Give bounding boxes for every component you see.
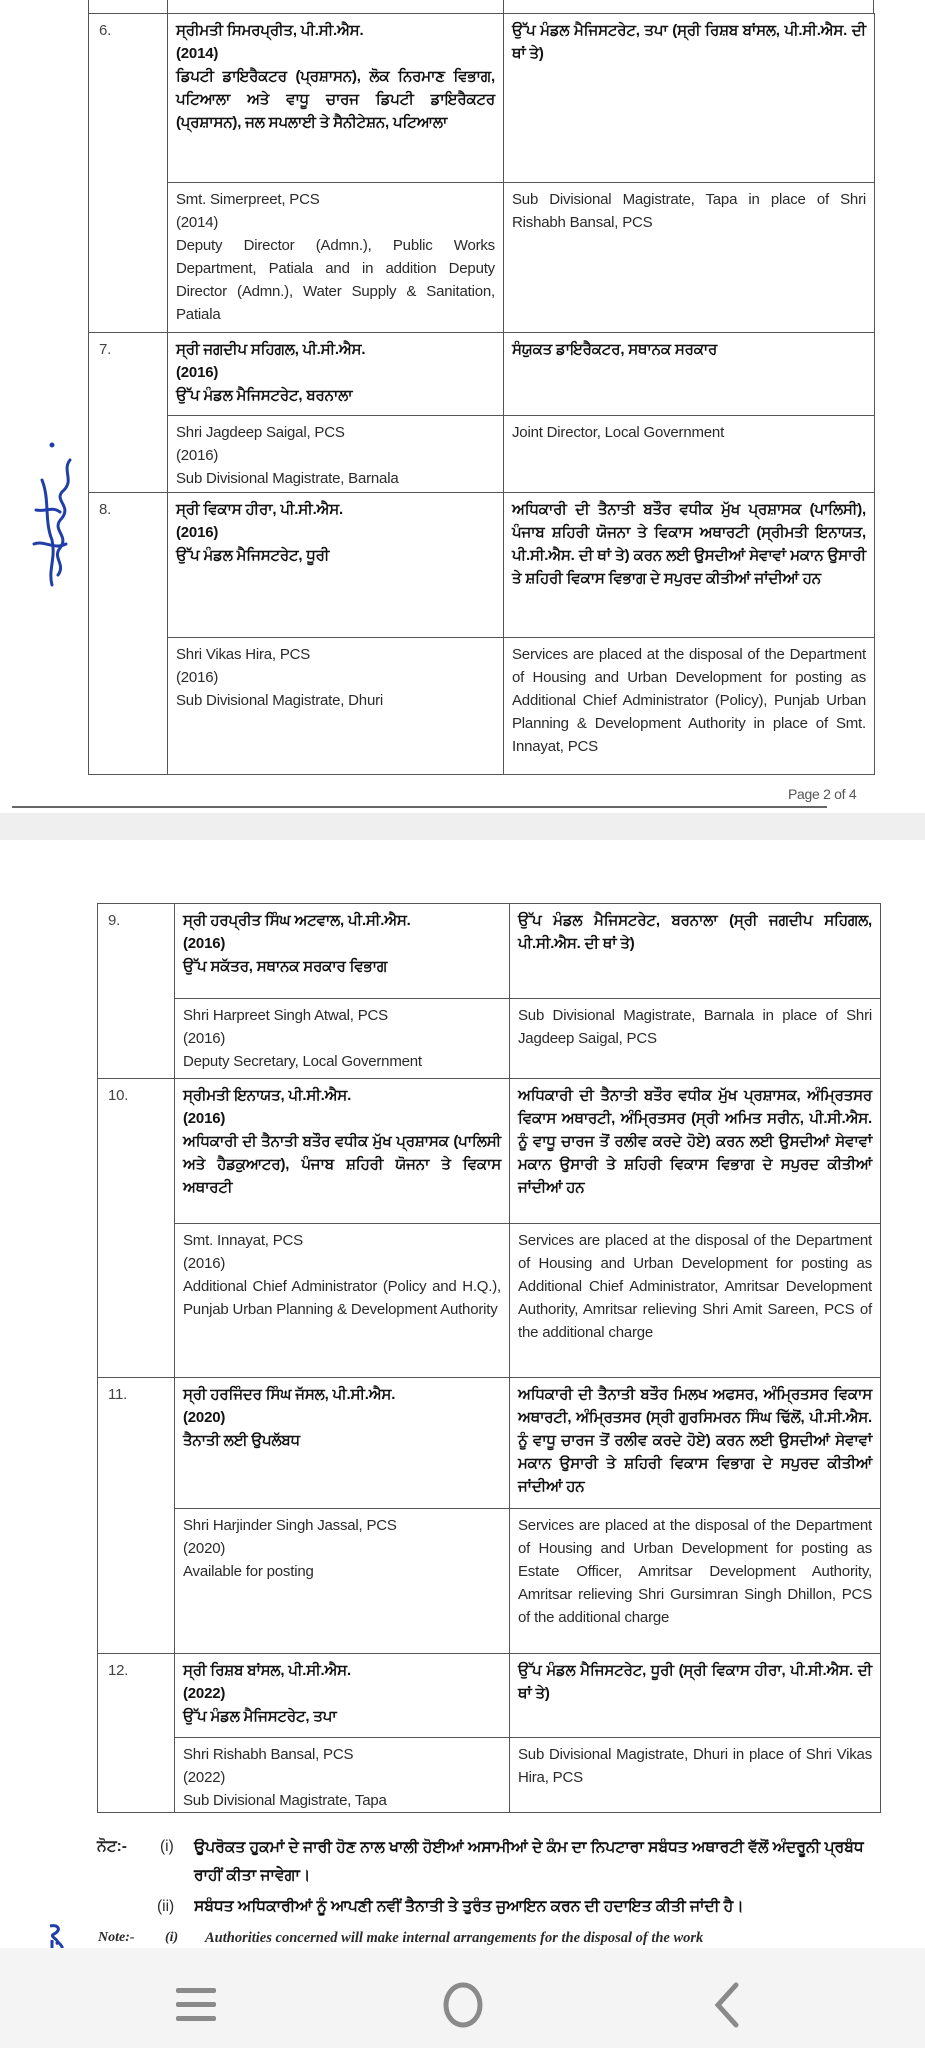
new-posting-punjabi: ਅਧਿਕਾਰੀ ਦੀ ਤੈਨਾਤੀ ਬਤੌਰ ਮਿਲਖ ਅਫਸਰ, ਅੰਮ੍ਰਿਤਸਰ ਵਿਕਾਸ ਅਥਾਰਟੀ, ਅੰਮ੍ਰਿਤਸਰ (ਸ੍ਰੀ ਗੁਰਸਿਮਰਨ ਸਿੰਘ ਢਿੱਲੋਂ, ਪੀ.ਸੀ.ਐਸ. ਨੂੰ ਵਾਧੂ ਚਾਰਜ ਤੋਂ ਰਲੀਵ ਕਰਦੇ ਹੋਏ) ਕਰਨ ਲਈ ਉਸਦੀਆਂ ਸੇਵਾਵਾਂ ਮਕਾਨ ਉਸਾਰੀ ਤੇ ਸ਼ਹਿਰੀ ਵਿਕਾਸ ਵਿਭਾਗ ਦੇ ਸਪੁਰਦ ਕੀਤੀਆਂ ਜਾਂਦੀਆਂ ਹਨ: [510, 1378, 881, 1509]
transfer-table-page-3: [97, 903, 881, 1813]
new-posting-english: Services are placed at the disposal of the Department of Housing and Urban Development for posting as Additional Chief Administrator, Amritsar Development Authority, Amritsar relieving Shri Amit Sareen, PCS of the additional charge: [510, 1224, 881, 1378]
officer-cell-english: [175, 999, 510, 1079]
current-post: ਅਧਿਕਾਰੀ ਦੀ ਤੈਨਾਤੀ ਬਤੌਰ ਵਧੀਕ ਮੁੱਖ ਪ੍ਰਸ਼ਾਸਕ (ਪਾਲਿਸੀ ਅਤੇ ਹੈਡਕੁਆਟਰ), ਪੰਜਾਬ ਸ਼ਹਿਰੀ ਯੋਜਨਾ ਤੇ ਵਿਕਾਸ ਅਥਾਰਟੀ: [183, 1133, 501, 1196]
table-row: [98, 999, 881, 1079]
note-label-punjabi: ਨੋਟ:-: [97, 1838, 127, 1855]
officer-name: Smt. Innayat, PCS: [183, 1232, 303, 1249]
handwritten-signature: [22, 440, 82, 590]
previous-row-border: [503, 0, 504, 13]
officer-cell-punjabi: [175, 1079, 510, 1224]
officer-name: ਸ੍ਰੀ ਜਗਦੀਪ ਸਹਿਗਲ, ਪੀ.ਸੀ.ਐਸ.: [176, 341, 366, 358]
new-posting-punjabi: ਸੰਯੁਕਤ ਡਾਇਰੈਕਟਰ, ਸਥਾਨਕ ਸਰਕਾਰ: [504, 333, 875, 416]
note-marker: (i): [160, 1838, 174, 1855]
table-row: [98, 1378, 881, 1509]
batch-year: (2016): [183, 1110, 226, 1127]
table-row: [89, 638, 875, 775]
table-row: [98, 1654, 881, 1738]
current-post: ਉੱਪ ਸਕੱਤਰ, ਸਥਾਨਕ ਸਰਕਾਰ ਵਿਭਾਗ: [183, 958, 388, 975]
officer-name: ਸ੍ਰੀ ਹਰਪ੍ਰੀਤ ਸਿੰਘ ਅਟਵਾਲ, ਪੀ.ਸੀ.ਐਸ.: [183, 912, 411, 929]
batch-year: (2022): [183, 1769, 226, 1786]
serial-number: 11.: [98, 1378, 175, 1654]
officer-cell-english: [175, 1224, 510, 1378]
table-row: [89, 14, 875, 183]
current-post: ਉੱਪ ਮੰਡਲ ਮੈਜਿਸਟਰੇਟ, ਤਪਾ: [183, 1708, 337, 1725]
officer-name: Smt. Simerpreet, PCS: [176, 191, 320, 208]
officer-cell-english: [175, 1509, 510, 1654]
new-posting-punjabi: ਅਧਿਕਾਰੀ ਦੀ ਤੈਨਾਤੀ ਬਤੌਰ ਵਧੀਕ ਮੁੱਖ ਪ੍ਰਸ਼ਾਸਕ, ਅੰਮ੍ਰਿਤਸਰ ਵਿਕਾਸ ਅਥਾਰਟੀ, ਅੰਮ੍ਰਿਤਸਰ (ਸ੍ਰੀ ਅਮਿਤ ਸਰੀਨ, ਪੀ.ਸੀ.ਐਸ. ਨੂੰ ਵਾਧੂ ਚਾਰਜ ਤੋਂ ਰਲੀਵ ਕਰਦੇ ਹੋਏ) ਕਰਨ ਲਈ ਉਸਦੀਆਂ ਸੇਵਾਵਾਂ ਮਕਾਨ ਉਸਾਰੀ ਤੇ ਸ਼ਹਿਰੀ ਵਿਕਾਸ ਵਿਭਾਗ ਦੇ ਸਪੁਰਦ ਕੀਤੀਆਂ ਜਾਂਦੀਆਂ ਹਨ: [510, 1079, 881, 1224]
officer-cell-english: [168, 183, 504, 333]
officer-name: Shri Rishabh Bansal, PCS: [183, 1746, 354, 1763]
officer-name: ਸ੍ਰੀ ਹਰਜਿੰਦਰ ਸਿੰਘ ਜੱਸਲ, ਪੀ.ਸੀ.ਐਸ.: [183, 1386, 396, 1403]
officer-name: ਸ੍ਰੀ ਰਿਸ਼ਬ ਬਾਂਸਲ, ਪੀ.ਸੀ.ਐਸ.: [183, 1662, 351, 1679]
batch-year: (2014): [176, 45, 219, 62]
officer-cell-english: [175, 1738, 510, 1813]
officer-cell-english: [168, 638, 504, 775]
batch-year: (2016): [183, 1255, 226, 1272]
batch-year: (2020): [183, 1409, 226, 1426]
new-posting-english: Joint Director, Local Government: [504, 416, 875, 493]
officer-cell-punjabi: [175, 904, 510, 999]
note-marker: (ii): [157, 1898, 175, 1915]
page-bottom-rule: [12, 806, 827, 808]
note-marker: (i): [165, 1930, 179, 1945]
note-text: ਉਪਰੋਕਤ ਹੁਕਮਾਂ ਦੇ ਜਾਰੀ ਹੋਣ ਨਾਲ ਖਾਲੀ ਹੋਈਆਂ ਅਸਾਮੀਆਂ ਦੇ ਕੰਮ ਦਾ ਨਿਪਟਾਰਾ ਸਬੰਧਤ ਅਥਾਰਟੀ ਵੱਲੋਂ ਅੰਦਰੂਨੀ ਪ੍ਰਬੰਧ ਰਾਹੀਂ ਕੀਤਾ ਜਾਵੇਗਾ।: [194, 1839, 864, 1884]
note-text: ਸਬੰਧਤ ਅਧਿਕਾਰੀਆਂ ਨੂੰ ਆਪਣੀ ਨਵੀਂ ਤੈਨਾਤੀ ਤੇ ਤੁਰੰਤ ਜੁਆਇਨ ਕਰਨ ਦੀ ਹਦਾਇਤ ਕੀਤੀ ਜਾਂਦੀ ਹੈ।: [194, 1898, 744, 1915]
batch-year: (2016): [183, 1030, 226, 1047]
batch-year: (2014): [176, 214, 219, 231]
new-posting-punjabi: ਉੱਪ ਮੰਡਲ ਮੈਜਿਸਟਰੇਟ, ਬਰਨਾਲਾ (ਸ੍ਰੀ ਜਗਦੀਪ ਸਹਿਗਲ, ਪੀ.ਸੀ.ਐਸ. ਦੀ ਥਾਂ ਤੇ): [510, 904, 881, 999]
officer-name: Shri Harpreet Singh Atwal, PCS: [183, 1007, 388, 1024]
new-posting-punjabi: ਅਧਿਕਾਰੀ ਦੀ ਤੈਨਾਤੀ ਬਤੌਰ ਵਧੀਕ ਮੁੱਖ ਪ੍ਰਸ਼ਾਸਕ (ਪਾਲਿਸੀ), ਪੰਜਾਬ ਸ਼ਹਿਰੀ ਯੋਜਨਾ ਤੇ ਵਿਕਾਸ ਅਥਾਰਟੀ (ਸ੍ਰੀਮਤੀ ਇਨਾਯਤ, ਪੀ.ਸੀ.ਐਸ. ਦੀ ਥਾਂ ਤੇ) ਕਰਨ ਲਈ ਉਸਦੀਆਂ ਸੇਵਾਵਾਂ ਮਕਾਨ ਉਸਾਰੀ ਤੇ ਸ਼ਹਿਰੀ ਵਿਕਾਸ ਵਿਭਾਗ ਦੇ ਸਪੁਰਦ ਕੀਤੀਆਂ ਜਾਂਦੀਆਂ ਹਨ: [504, 493, 875, 638]
page-separator: [0, 813, 925, 840]
table-row: [89, 416, 875, 493]
table-row: [98, 1224, 881, 1378]
previous-row-border: [88, 0, 89, 13]
new-posting-english: Sub Divisional Magistrate, Barnala in place of Shri Jagdeep Saigal, PCS: [510, 999, 881, 1079]
batch-year: (2020): [183, 1540, 226, 1557]
previous-row-border: [167, 0, 168, 13]
notes-section: [97, 1834, 877, 1948]
batch-year: (2016): [183, 935, 226, 952]
officer-name: ਸ੍ਰੀਮਤੀ ਸਿਮਰਪ੍ਰੀਤ, ਪੀ.ਸੀ.ਐਸ.: [176, 22, 364, 39]
officer-cell-punjabi: [168, 493, 504, 638]
previous-row-border: [873, 0, 874, 13]
current-post: Additional Chief Administrator (Policy and H.Q.), Punjab Urban Planning & Development Authority: [183, 1278, 501, 1318]
current-post: ਉੱਪ ਮੰਡਲ ਮੈਜਿਸਟਰੇਟ, ਧੂਰੀ: [176, 547, 330, 564]
officer-name: Shri Vikas Hira, PCS: [176, 646, 311, 663]
batch-year: (2016): [176, 447, 219, 464]
table-row: [98, 1509, 881, 1654]
officer-cell-punjabi: [175, 1378, 510, 1509]
current-post: ਉੱਪ ਮੰਡਲ ਮੈਜਿਸਟਰੇਟ, ਬਰਨਾਲਾ: [176, 387, 353, 404]
table-row: [98, 904, 881, 999]
new-posting-punjabi: ਉੱਪ ਮੰਡਲ ਮੈਜਿਸਟਰੇਟ, ਤਪਾ (ਸ੍ਰੀ ਰਿਸ਼ਬ ਬਾਂਸਲ, ਪੀ.ਸੀ.ਐਸ. ਦੀ ਥਾਂ ਤੇ): [504, 14, 875, 183]
batch-year: (2016): [176, 364, 219, 381]
officer-name: Shri Harjinder Singh Jassal, PCS: [183, 1517, 397, 1534]
batch-year: (2016): [176, 669, 219, 686]
note-label-english: Note:-: [98, 1930, 135, 1945]
serial-number: 7.: [89, 333, 168, 493]
table-row: [89, 333, 875, 416]
table-row: [98, 1079, 881, 1224]
transfer-table-page-2: [88, 13, 875, 775]
home-icon[interactable]: [440, 1980, 486, 2030]
serial-number: 8.: [89, 493, 168, 775]
current-post: Deputy Secretary, Local Government: [183, 1053, 422, 1070]
new-posting-english: Sub Divisional Magistrate, Tapa in place of Shri Rishabh Bansal, PCS: [504, 183, 875, 333]
batch-year: (2016): [176, 524, 219, 541]
table-row: [89, 183, 875, 333]
system-navigation-bar: [0, 1948, 925, 2048]
table-row: [98, 1738, 881, 1813]
officer-name: ਸ੍ਰੀ ਵਿਕਾਸ ਹੀਰਾ, ਪੀ.ਸੀ.ਐਸ.: [176, 501, 343, 518]
new-posting-english: Sub Divisional Magistrate, Dhuri in place of Shri Vikas Hira, PCS: [510, 1738, 881, 1813]
officer-name: ਸ੍ਰੀਮਤੀ ਇਨਾਯਤ, ਪੀ.ਸੀ.ਐਸ.: [183, 1087, 352, 1104]
note-text: Authorities concerned will make internal arrangements for the disposal of the work: [205, 1930, 704, 1946]
current-post: ਤੈਨਾਤੀ ਲਈ ਉਪਲੱਬਧ: [183, 1432, 300, 1449]
current-post: ਡਿਪਟੀ ਡਾਇਰੈਕਟਰ (ਪ੍ਰਸ਼ਾਸਨ), ਲੋਕ ਨਿਰਮਾਣ ਵਿਭਾਗ, ਪਟਿਆਲਾ ਅਤੇ ਵਾਧੂ ਚਾਰਜ ਡਿਪਟੀ ਡਾਇਰੈਕਟਰ (ਪ੍ਰਸ਼ਾਸਨ), ਜਲ ਸਪਲਾਈ ਤੇ ਸੈਨੀਟੇਸ਼ਨ, ਪਟਿਆਲਾ: [176, 68, 495, 131]
new-posting-punjabi: ਉੱਪ ਮੰਡਲ ਮੈਜਿਸਟਰੇਟ, ਧੂਰੀ (ਸ੍ਰੀ ਵਿਕਾਸ ਹੀਰਾ, ਪੀ.ਸੀ.ਐਸ. ਦੀ ਥਾਂ ਤੇ): [510, 1654, 881, 1738]
officer-name: Shri Jagdeep Saigal, PCS: [176, 424, 345, 441]
current-post: Sub Divisional Magistrate, Tapa: [183, 1792, 387, 1809]
recent-apps-icon[interactable]: [175, 1986, 217, 2024]
batch-year: (2022): [183, 1685, 226, 1702]
serial-number: 6.: [89, 14, 168, 333]
officer-cell-punjabi: [175, 1654, 510, 1738]
back-icon[interactable]: [712, 1982, 742, 2028]
officer-cell-english: [168, 416, 504, 493]
officer-cell-punjabi: [168, 333, 504, 416]
serial-number: 9.: [98, 904, 175, 1079]
current-post: Available for posting: [183, 1563, 314, 1580]
current-post: Deputy Director (Admn.), Public Works Department, Patiala and in addition Deputy Director (Admn.), Water Supply & Sanitation, Patiala: [176, 237, 495, 323]
new-posting-english: Services are placed at the disposal of the Department of Housing and Urban Development for posting as Estate Officer, Amritsar Development Authority, Amritsar relieving Shri Gursimran Singh Dhillon, PCS of the additional charge: [510, 1509, 881, 1654]
current-post: Sub Divisional Magistrate, Barnala: [176, 470, 399, 487]
table-row: [89, 493, 875, 638]
current-post: Sub Divisional Magistrate, Dhuri: [176, 692, 384, 709]
serial-number: 10.: [98, 1079, 175, 1378]
serial-number: 12.: [98, 1654, 175, 1813]
page-number: Page 2 of 4: [788, 786, 857, 802]
new-posting-english: Services are placed at the disposal of the Department of Housing and Urban Development for posting as Additional Chief Administrator (Policy), Punjab Urban Planning & Development Authority in place of Smt. Innayat, PCS: [504, 638, 875, 775]
officer-cell-punjabi: [168, 14, 504, 183]
